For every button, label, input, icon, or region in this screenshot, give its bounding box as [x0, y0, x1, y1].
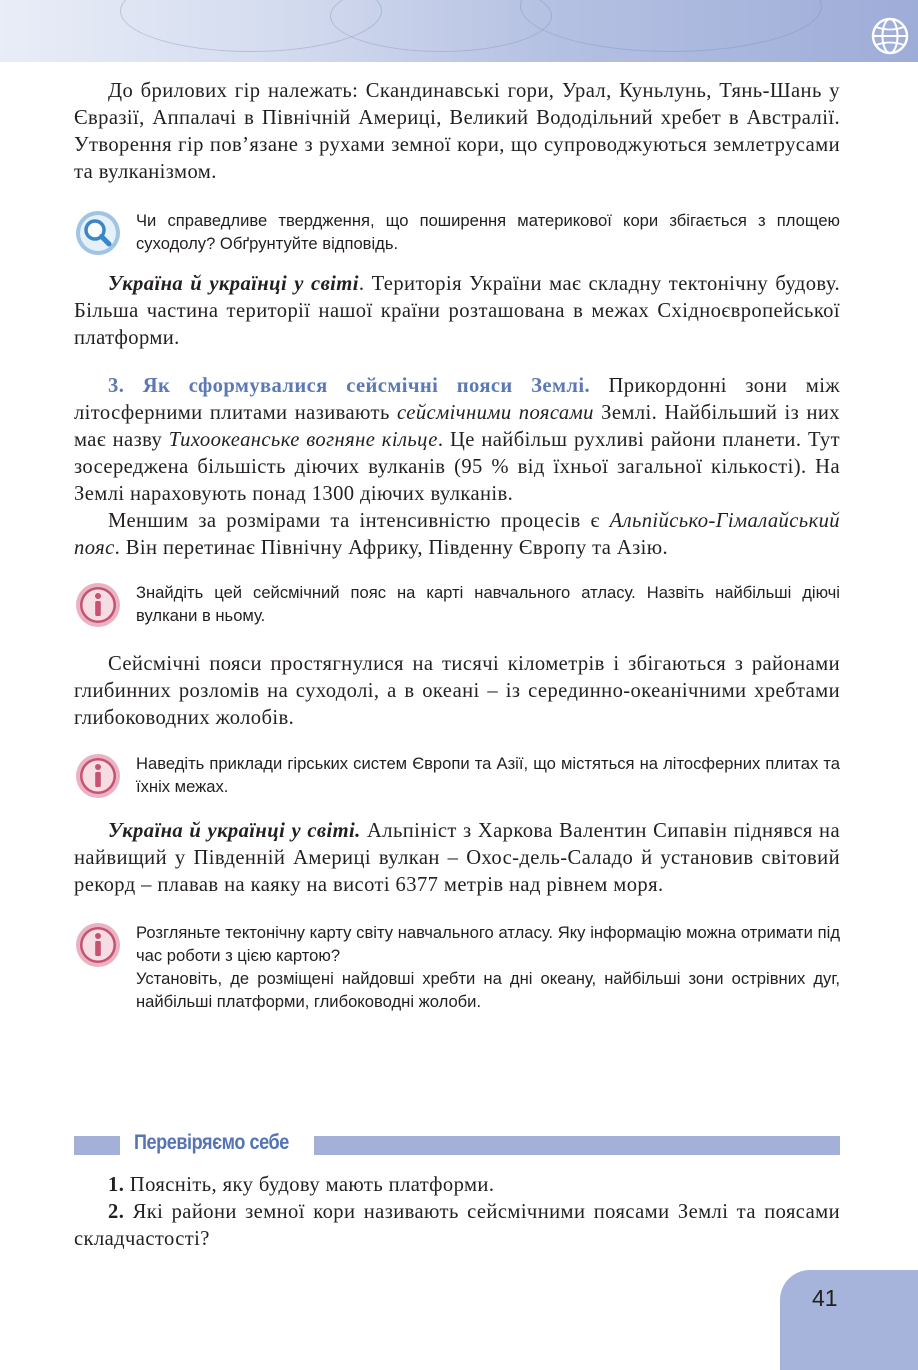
question-item: [74, 1199, 840, 1253]
question-number: 1.: [108, 1174, 125, 1196]
section-3-paragraph-2: [74, 508, 840, 562]
section-3-text: Землі. Найбільший із них має назву: [74, 402, 840, 451]
task-find-belt-text: Знайдіть цей сейсмічний пояс на карті навчального атласу. Назвіть найбільші діючі вулкани в ньому.: [136, 583, 840, 625]
question-text: Чи справедливе твердження, що поширення материкової кори збігається з площею суходолу? Обґрунтуйте відповідь.: [136, 211, 840, 253]
task-tectonic-map-text: [136, 921, 840, 1013]
ukraine-note-lead: Україна й українці у світі: [108, 273, 359, 295]
ukraine-note-text: . Територія України має складну тектонічну будову. Більша частина території нашої країни розташована в межах Східноєвропейської платформи.: [74, 273, 840, 349]
question-item: [74, 1172, 840, 1199]
task-examples: [74, 752, 840, 800]
globe-icon: [870, 16, 910, 56]
task-examples-text: Наведіть приклади гірських систем Європи та Азії, що містяться на літосферних плитах та їхніх межах.: [136, 754, 840, 796]
check-yourself-title: Перевіряємо себе: [134, 1131, 289, 1154]
question-task: [74, 209, 840, 257]
ukraine-note-tectonics: [74, 271, 840, 352]
info-icon: [74, 581, 122, 629]
question-text: Поясніть, яку будову мають платформи.: [124, 1174, 495, 1196]
question-number: 2.: [108, 1201, 125, 1223]
task-tectonic-map-line-2: Установіть, де розміщені найдовші хребти на дні океану, найбільші зони острівних дуг, найбільші платформи, глибоководні жолоби.: [136, 969, 840, 1011]
section-3-text: . Це найбільш рухливі райони планети. Тут зосереджена більшість діючих вулканів (95 % від їхньої загальної кількості). На Землі нараховують понад 1300 діючих вулканів.: [74, 429, 841, 505]
info-icon: [74, 752, 122, 800]
page-number-tab: [780, 1270, 918, 1370]
term-seismic-belts: сейсмічними поясами: [397, 402, 594, 424]
check-yourself-questions: [74, 1172, 840, 1253]
section-3-heading: 3. Як сформувалися сейсмічні пояси Землі.: [108, 375, 591, 397]
map-contour: [330, 0, 552, 52]
ukraine-note-text: Альпініст з Харкова Валентин Сипавін піднявся на найвищий у Південній Америці вулкан – Охос-дель-Саладо й установив світовий рекорд – плавав на каяку на висоті 6377 метрів над рівнем моря.: [74, 820, 840, 896]
page-number: 41: [812, 1285, 838, 1311]
section-bar-right: [314, 1136, 840, 1155]
task-tectonic-map: [74, 921, 840, 1013]
paragraph-belts: Сейсмічні пояси простягнулися на тисячі кілометрів і збігаються з районами глибинних розломів на суходолі, а в океані – із серединно-океанічними хребтами глибоководних жолобів.: [74, 653, 840, 729]
paragraph-block-mountains: До брилових гір належать: Скандинавські гори, Урал, Куньлунь, Тянь-Шань у Євразії, Аппалачі в Північній Америці, Великий Вододільний хребет в Австралії. Утворення гір пов’язане з рухами земної кори, що супроводжуються землетрусами та вулканізмом.: [74, 80, 840, 183]
map-contour: [520, 0, 822, 52]
task-tectonic-map-line-1: Розгляньте тектонічну карту світу навчального атласу. Яку інформацію можна отримати під час роботи з цією картою?: [136, 923, 840, 965]
ukraine-note-lead: Україна й українці у світі.: [108, 820, 361, 842]
section-3-text: . Він перетинає Північну Африку, Південну Європу та Азію.: [114, 537, 669, 559]
page-content: [74, 78, 840, 1013]
check-yourself-header: [74, 1133, 840, 1159]
magnifier-icon: [74, 209, 122, 257]
ukraine-note-climber: [74, 818, 840, 899]
section-3-text: Меншим за розмірами та інтенсивністю процесів є: [108, 510, 610, 532]
task-find-belt: [74, 581, 840, 629]
question-text: Які райони земної кори називають сейсмічними поясами Землі та поясами складчастості?: [74, 1201, 840, 1250]
section-3-paragraph-1: [74, 373, 840, 508]
info-icon: [74, 921, 122, 969]
term-alpine-himalayan-belt: Альпійсько-Гімалайський пояс: [74, 510, 840, 559]
section-bar-left: [74, 1136, 120, 1155]
header-band: [0, 0, 918, 62]
term-ring-of-fire: Тихоокеанське вогняне кільце: [168, 429, 438, 451]
section-3-text: Прикордонні зони між літосферними плитами називають: [74, 375, 840, 424]
